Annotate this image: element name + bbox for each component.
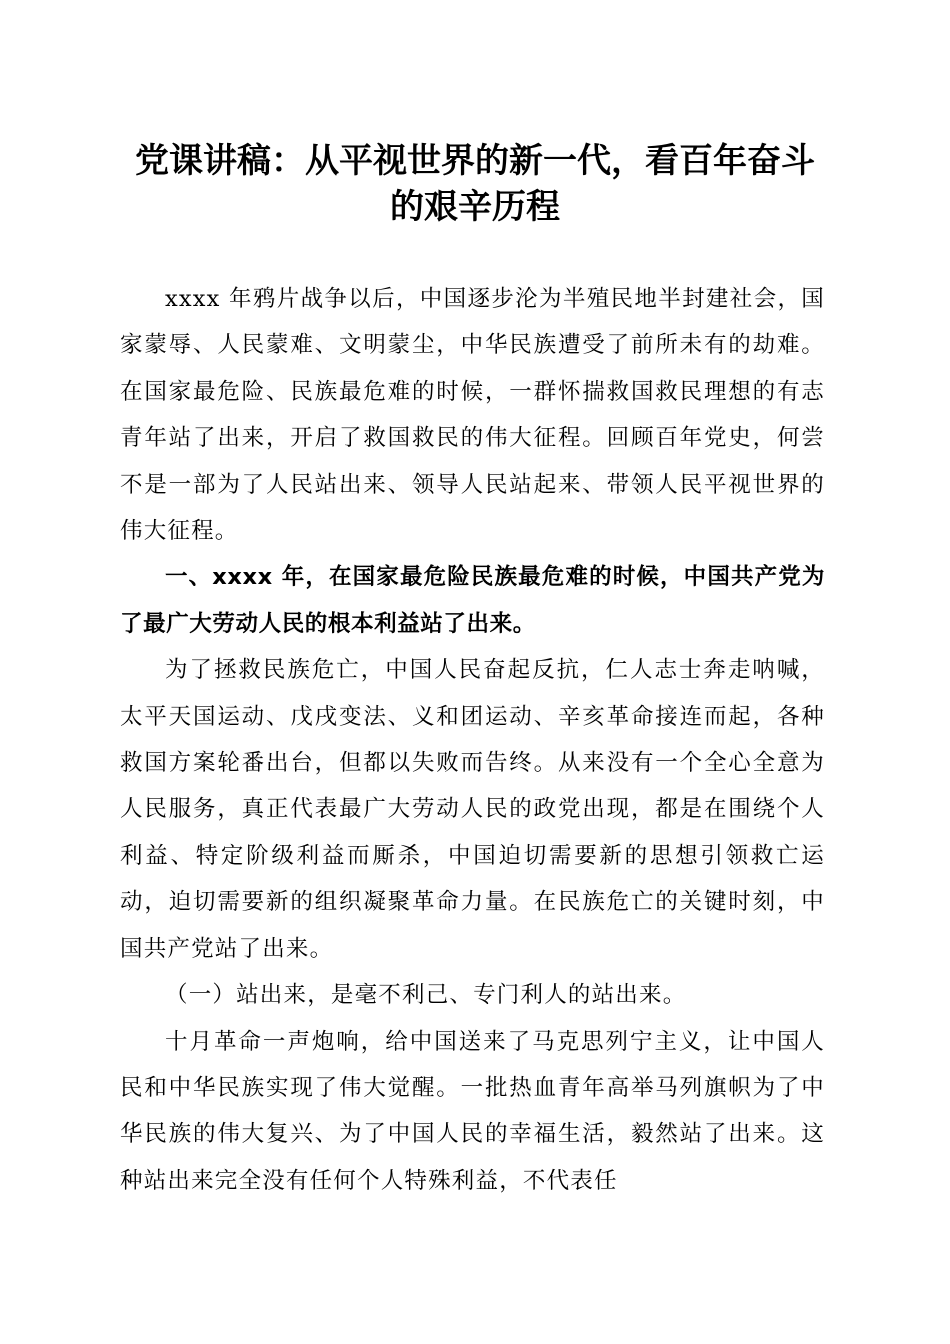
paragraph-section-1: 为了拯救民族危亡，中国人民奋起反抗，仁人志士奔走呐喊，太平天国运动、戊戌变法、义和团运动、辛亥革命接连而起，各种救国方案轮番出台，但都以失败而告终。从来没有一个全心全意为人民服务，真正代表最广大劳动人民的政党出现，都是在围绕个人利益、特定阶级利益而厮杀，中国迫切需要新的思想引领救亡运动，迫切需要新的组织凝聚革命力量。在民族危亡的关键时刻，中国共产党站了出来。: [120, 657, 825, 962]
subsection-heading-1: （一）站出来，是毫不利己、专门利人的站出来。: [165, 982, 687, 1009]
title-line-1: 党课讲稿：从平视世界的新一代，看百年奋斗: [135, 141, 815, 181]
title-line-2: 的艰辛历程: [390, 187, 560, 227]
document-body: [120, 276, 825, 1204]
section-heading-1: 一、xxxx 年，在国家最危险民族最危难的时候，中国共产党为了最广大劳动人民的根本利益站了出来。: [120, 564, 825, 637]
paragraph-intro: xxxx 年鸦片战争以后，中国逐步沦为半殖民地半封建社会，国家蒙辱、人民蒙难、文明蒙尘，中华民族遭受了前所未有的劫难。在国家最危险、民族最危难的时候，一群怀揣救国救民理想的有志青年站了出来，开启了救国救民的伟大征程。回顾百年党史，何尝不是一部为了人民站出来、领导人民站起来、带领人民平视世界的伟大征程。: [120, 286, 825, 545]
document-title: [100, 138, 850, 230]
paragraph-subsection-1: 十月革命一声炮响，给中国送来了马克思列宁主义，让中国人民和中华民族实现了伟大觉醒。一批热血青年高举马列旗帜为了中华民族的伟大复兴、为了中国人民的幸福生活，毅然站了出来。这种站出来完全没有任何个人特殊利益，不代表任: [120, 1028, 825, 1194]
